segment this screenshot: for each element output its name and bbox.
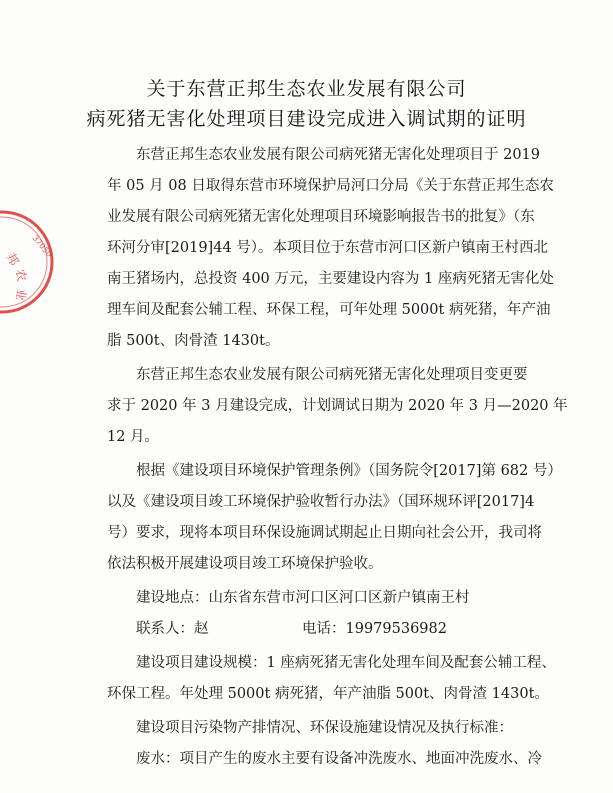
paragraph1-line: 脂 500t、肉骨渣 1430t。 bbox=[107, 333, 280, 349]
svg-text:业: 业 bbox=[12, 287, 29, 302]
paragraph3-line: 以及《建设项目竣工环境保护验收暂行办法》（国环规环评[2017]4 bbox=[107, 494, 535, 510]
svg-text:农: 农 bbox=[13, 268, 29, 283]
location-line: 建设地点：山东省东营市河口区河口区新户镇南王村 bbox=[136, 590, 470, 606]
paragraph1-line: 业发展有限公司病死猪无害化处理项目环境影响报告书的批复》（东 bbox=[107, 209, 535, 225]
pollution-heading: 建设项目污染物产排情况、环保设施建设情况及执行标准： bbox=[136, 720, 513, 736]
paragraph1-line: 环河分审[2019]44 号）。本项目位于东营市河口区新户镇南王村西北 bbox=[107, 240, 549, 256]
phone-line: 电话：19979536982 bbox=[302, 621, 447, 637]
paragraph3-line: 号）要求，现将本项目环保设施调试期起止日期向社会公开，我司将 bbox=[107, 525, 542, 541]
scale-line: 环保工程。年处理 5000t 病死猪，年产油脂 500t、肉骨渣 1430t。 bbox=[107, 686, 549, 702]
paragraph1-line: 南王猪场内，总投资 400 万元，主要建设内容为 1 座病死猪无害化处 bbox=[107, 271, 554, 287]
wastewater-line: 废水：项目产生的废水主要有设备冲洗废水、地面冲洗废水、冷 bbox=[136, 751, 542, 767]
document-title-line2: 病死猪无害化处理项目建设完成进入调试期的证明 bbox=[86, 108, 527, 130]
red-seal-stamp bbox=[0, 208, 56, 316]
paragraph2-line: 12 月。 bbox=[107, 429, 160, 445]
paragraph2-line: 东营正邦生态农业发展有限公司病死猪无害化处理项目变更要 bbox=[136, 367, 528, 383]
document-title-line1: 关于东营正邦生态农业发展有限公司 bbox=[146, 78, 467, 100]
paragraph3-line: 依法积极开展建设项目竣工环境保护验收。 bbox=[107, 556, 383, 572]
paragraph1-line: 年 05 月 08 日取得东营市环境保护局河口分局《关于东营正邦生态农 bbox=[107, 178, 554, 194]
contact-label: 联系人：赵 bbox=[136, 621, 209, 637]
paragraph3-line: 根据《建设项目环境保护管理条例》（国务院令[2017]第 682 号） bbox=[136, 463, 562, 479]
paragraph1-line: 东营正邦生态农业发展有限公司病死猪无害化处理项目于 2019 bbox=[136, 147, 541, 163]
svg-text:37050: 37050 bbox=[30, 233, 54, 259]
paragraph2-line: 求于 2020 年 3 月建设完成，计划调试日期为 2020 年 3 月—2020 年 bbox=[107, 398, 568, 414]
paragraph1-line: 理车间及配套公辅工程、环保工程，可年处理 5000t 病死猪，年产油 bbox=[107, 302, 551, 318]
scale-line: 建设项目建设规模：1 座病死猪无害化处理车间及配套公辅工程、 bbox=[136, 655, 556, 671]
svg-text:邦: 邦 bbox=[3, 250, 22, 268]
